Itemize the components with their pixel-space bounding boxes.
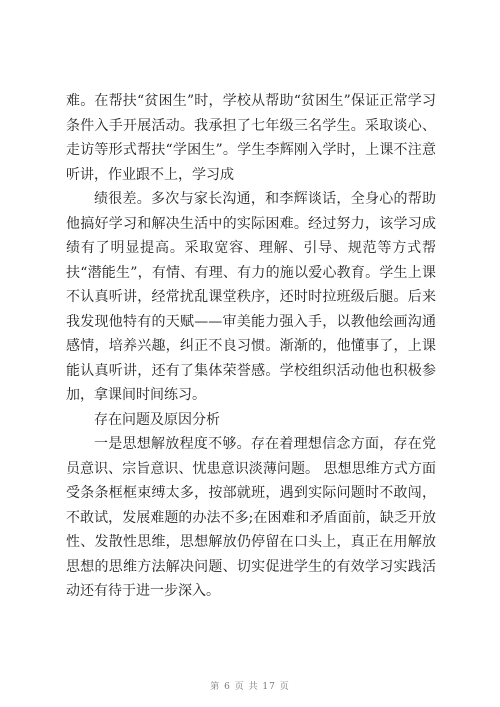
document-body xyxy=(66,89,436,604)
paragraph-3: 一是思想解放程度不够。存在着理想信念方面，存在党员意识、宗旨意识、忧患意识淡薄问题。 思想思维方式方面受条条框框束缚太多，按部就班，遇到实际问题时不敢闯，不敢试，发展难题的办法不多;在困难和矛盾面前，缺乏开放性、发散性思维，思想解放仍停留在口头上，真正在用解放思想的思维方法解决问题、切实促进学生的有效学习实践活动还有待于进一步深入。 xyxy=(66,436,436,599)
paragraph-1: 难。在帮扶“贫困生”时，学校从帮助“贫困生”保证正常学习条件入手开展活动。我承担了七年级三名学生。采取谈心、走访等形式帮扶“学困生”。学生李辉刚入学时，上课不注意听讲，作业跟不上，学习成 xyxy=(66,93,436,183)
page-number: 第 6 页 共 17 页 xyxy=(210,682,290,692)
section-heading: 存在问题及原因分析 xyxy=(94,411,220,428)
paragraph-2: 绩很差。多次与家长沟通，和李辉谈话，全身心的帮助他搞好学习和解决生活中的实际困难。经过努力，该学习成绩有了明显提高。采取宽容、理解、引导、规范等方式帮扶“潜能生”，有情、有理、有力的施以爱心教育。学生上课不认真听讲，经常扰乱课堂秩序，还时时拉班级后腿。后来我发现他特有的天赋——审美能力强入手，以教他绘画沟通感情，培养兴趣，纠正不良习惯。渐渐的，他懂事了，上课能认真听讲，还有了集体荣誉感。学校组织活动他也积极参加，拿课间时间练习。 xyxy=(66,191,436,403)
